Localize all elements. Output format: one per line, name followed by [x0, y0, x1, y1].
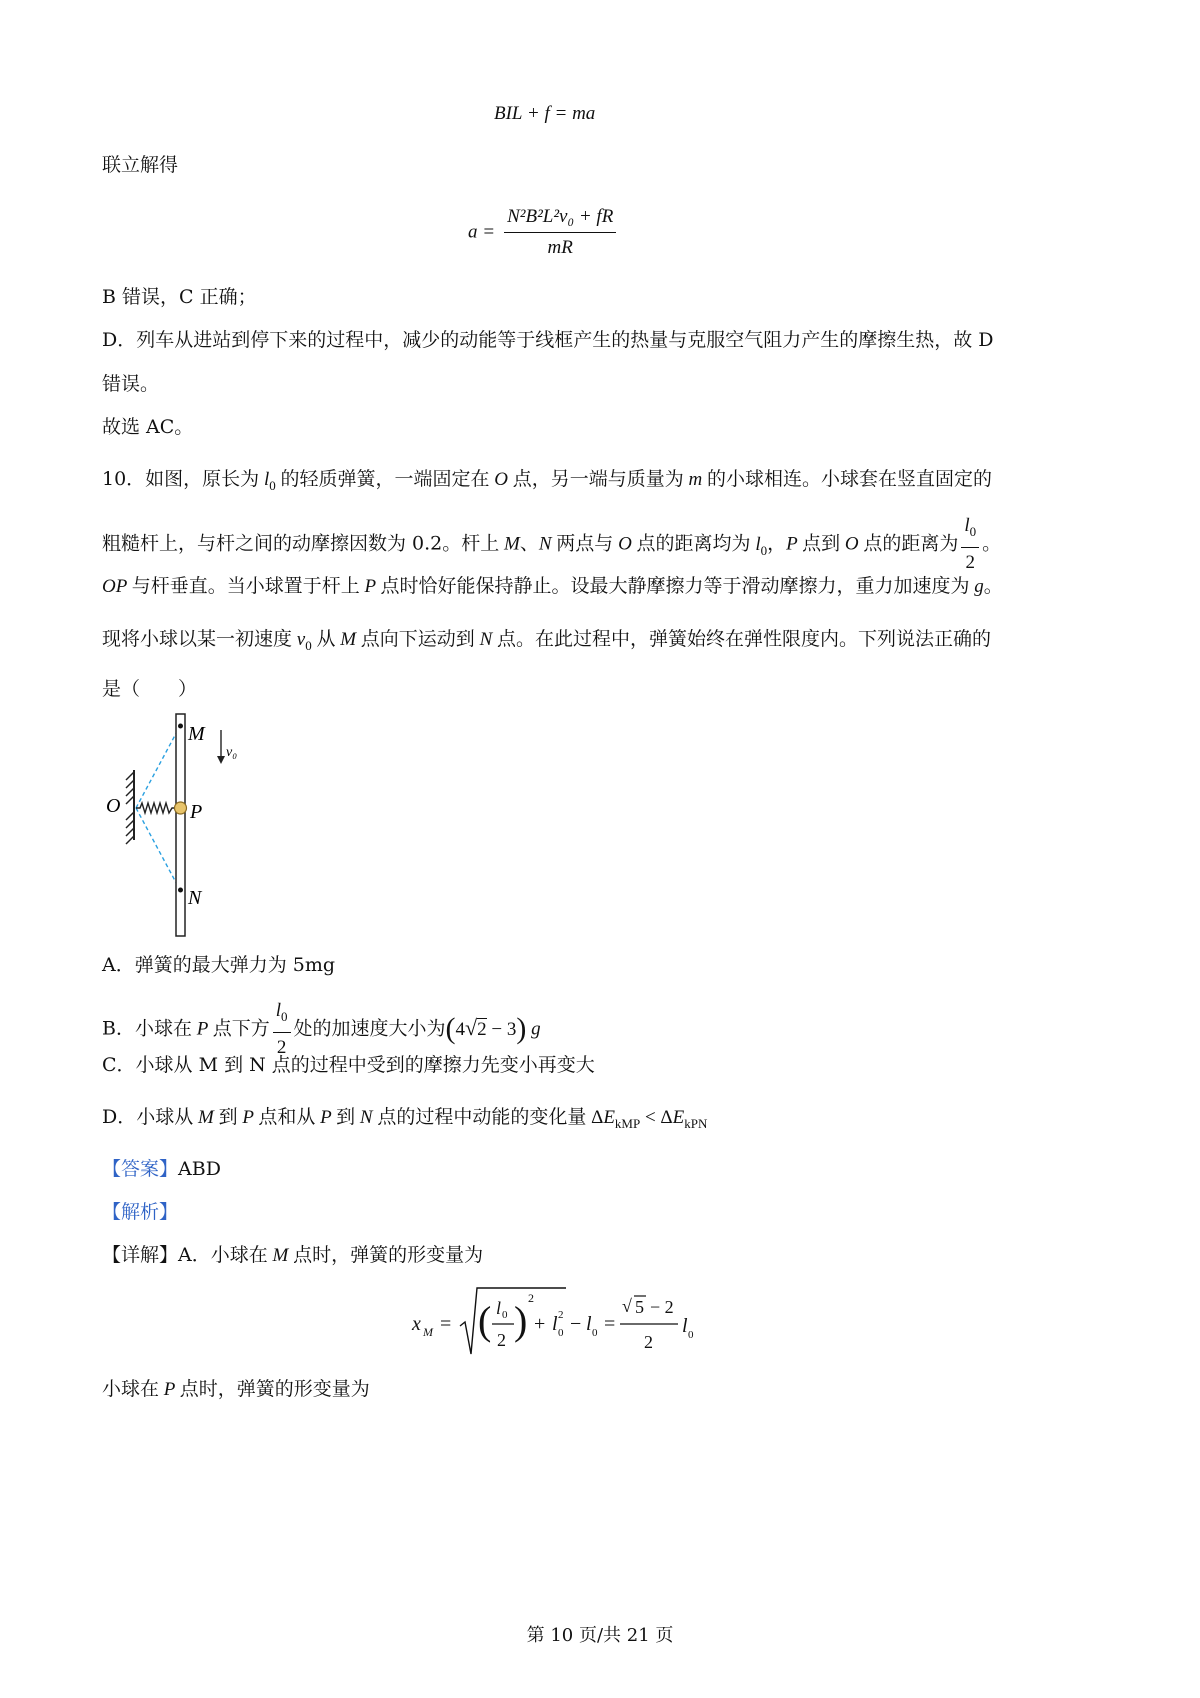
detail-line [102, 1242, 483, 1269]
q10-text: 与杆垂直。当小球置于杆上 [131, 575, 360, 597]
fraction-a [504, 204, 616, 261]
q10-text: 现将小球以某一初速度 [102, 628, 293, 650]
math-P: P [159, 1379, 180, 1400]
svg-text:√: √ [622, 1296, 632, 1316]
page-footer: 第 10 页/共 21 页 [526, 1625, 674, 1646]
equation-acceleration [468, 204, 619, 261]
ball [175, 802, 187, 814]
spring [136, 803, 176, 813]
option-text: 点下方 [212, 1017, 270, 1040]
label-M: M [188, 723, 205, 745]
last-line [102, 1376, 370, 1403]
point-N [178, 888, 183, 893]
math-N: N [538, 533, 557, 555]
q10-text: 点。在此过程中，弹簧始终在弹性限度内。下列说法正确的 [497, 628, 992, 650]
option-D [102, 1104, 707, 1137]
q10-text: 点的距离为 [863, 532, 959, 555]
svg-text:l: l [586, 1313, 592, 1335]
math-M: M [267, 1245, 294, 1266]
svg-text:x: x [412, 1313, 421, 1335]
q10-text: 点，另一端与质量为 [512, 468, 684, 490]
svg-text:− 2: − 2 [650, 1297, 674, 1317]
svg-text:2: 2 [644, 1332, 653, 1352]
last-text: 小球在 [102, 1378, 160, 1400]
option-C: C．小球从 M 到 N 点的过程中受到的摩擦力先变小再变大 [102, 1054, 595, 1076]
q10-line3: OP 与杆垂直。当小球置于杆上 P 点时恰好能保持静止。设最大静摩擦力等于滑动摩擦力，重力加速度为 g。 [102, 575, 1003, 597]
math-P: P [786, 533, 803, 555]
svg-text:+: + [534, 1313, 546, 1335]
svg-text:=: = [440, 1313, 452, 1335]
equation-xM [408, 1280, 708, 1364]
option-A: A．弹簧的最大弹力为 5mg [102, 954, 336, 976]
equation-force-balance [494, 100, 595, 127]
dashed-OM [136, 726, 180, 808]
point-M [178, 724, 183, 729]
q10-text: 的轻质弹簧，一端固定在 [280, 468, 490, 490]
answer-tag: 【答案】 [102, 1158, 179, 1180]
math-MN: M [499, 533, 520, 555]
equation-text: BIL + f = ma [494, 103, 596, 124]
svg-text:0: 0 [558, 1327, 564, 1339]
svg-text:2: 2 [528, 1291, 534, 1305]
math-P: P [315, 1107, 337, 1128]
svg-text:0: 0 [502, 1309, 508, 1321]
math-O: O [840, 533, 864, 555]
math-O: O [613, 533, 637, 555]
math-m: m [683, 469, 707, 490]
q10-text: 粗糙杆上，与杆之间的动摩擦因数为 0.2。杆上 [102, 532, 500, 555]
fraction-l0-over-2: $\frac{l_0}{2}$ [961, 513, 979, 576]
option-text: D．小球从 [102, 1106, 194, 1128]
option-text: B．小球在 [102, 1017, 192, 1040]
equation-lhs: a = [468, 221, 496, 243]
option-text: 点的过程中动能的变化量 [377, 1106, 587, 1128]
text-choose: 故选 AC。 [102, 416, 194, 438]
svg-text:M: M [423, 1325, 433, 1339]
rod [176, 714, 185, 936]
label-N: N [188, 887, 202, 909]
dashed-ON [136, 808, 180, 890]
svg-text:(: ( [478, 1298, 492, 1343]
math-N: N [355, 1107, 378, 1128]
math-M: M [193, 1107, 219, 1128]
q10-text: 的小球相连。小球套在竖直固定的 [706, 468, 992, 490]
text-d-line1: D．列车从进站到停下来的过程中，减少的动能等于线框产生的热量与克服空气阻力产生的摩擦生热，故 D [102, 329, 994, 351]
q10-text: 点的距离均为 [636, 532, 751, 555]
svg-text:=: = [604, 1313, 616, 1335]
math-v0: $v_0$ [292, 629, 312, 653]
math-l0: $l_0$ [750, 533, 768, 558]
q10-text: 两点与 [556, 532, 614, 555]
option-text: 点和从 [258, 1106, 316, 1128]
math-M: M [335, 629, 361, 650]
option-text: 到 [218, 1106, 238, 1128]
text-d-line2: 错误。 [102, 373, 160, 395]
q10-text: 点时恰好能保持静止。设最大静摩擦力等于滑动摩擦力，重力加速度为 [380, 575, 970, 597]
svg-text:2: 2 [497, 1330, 506, 1350]
answer-value: ABD [178, 1158, 221, 1180]
fraction-numerator: N²B²L²v₀ + fR [504, 204, 616, 233]
analysis-tag: 【解析】 [102, 1201, 179, 1223]
q10-text: 点到 [802, 532, 841, 555]
math-P: P [237, 1107, 259, 1128]
math-N: N [474, 629, 497, 650]
svg-text:l: l [682, 1315, 688, 1337]
svg-text:): ) [514, 1298, 528, 1343]
detail-text: A．小球在 [178, 1244, 268, 1266]
svg-text:0: 0 [688, 1329, 694, 1341]
q10-line5: 是（ ） [102, 678, 198, 700]
arrow-head [217, 756, 225, 764]
svg-text:0: 0 [592, 1327, 598, 1339]
math-l0: $l_0$ [259, 469, 276, 493]
math-P: P [191, 1018, 213, 1040]
q10-line1 [102, 466, 992, 499]
text-lianli: 联立解得 [102, 154, 179, 176]
svg-text:−: − [570, 1313, 582, 1335]
label-v0: v₀ [226, 745, 238, 760]
fraction-denominator: mR [547, 237, 573, 258]
q10-line2: 粗糙杆上，与杆之间的动摩擦因数为 0.2。杆上 M、N 两点与 O 点的距离均为 $l_0$，P 点到 O 点的距离为 $\frac{l_0}{2}$ 。 [102, 513, 1001, 576]
svg-text:5: 5 [635, 1297, 644, 1317]
math-accel-value: (4√2 − 3) [445, 1011, 527, 1045]
svg-text:l: l [552, 1313, 558, 1335]
wall-hatching [126, 772, 134, 844]
detail-text: 点时，弹簧的形变量为 [293, 1244, 484, 1266]
math-g: g [969, 576, 984, 597]
option-text: 处的加速度大小为 [293, 1017, 446, 1040]
last-text: 点时，弹簧的形变量为 [179, 1378, 370, 1400]
option-B: B．小球在 P 点下方 $\frac{l_0}{2}$ 处的加速度大小为(4√2 − 3) g [102, 998, 541, 1061]
answer-line [102, 1156, 221, 1182]
math-P: P [359, 576, 381, 597]
label-P: P [190, 801, 203, 823]
detail-tag: 【详解】 [102, 1244, 179, 1266]
label-O: O [106, 795, 121, 817]
math-O: O [489, 469, 513, 490]
spring-rod-figure [100, 708, 270, 944]
option-text: 到 [336, 1106, 356, 1128]
q10-text: 10．如图，原长为 [102, 468, 260, 490]
math-delta-ek: $\Delta E_{kMP} < \Delta E_{kPN}$ [586, 1107, 708, 1131]
q10-text: 点向下运动到 [360, 628, 475, 650]
text-b-c: B 错误，C 正确； [102, 286, 257, 308]
math-OP: OP [102, 576, 132, 597]
q10-text: 从 [316, 628, 336, 650]
svg-text:l: l [496, 1298, 502, 1318]
q10-line4 [102, 626, 991, 659]
fraction-l0-over-2: $\frac{l_0}{2}$ [273, 998, 291, 1061]
svg-text:2: 2 [558, 1309, 564, 1321]
